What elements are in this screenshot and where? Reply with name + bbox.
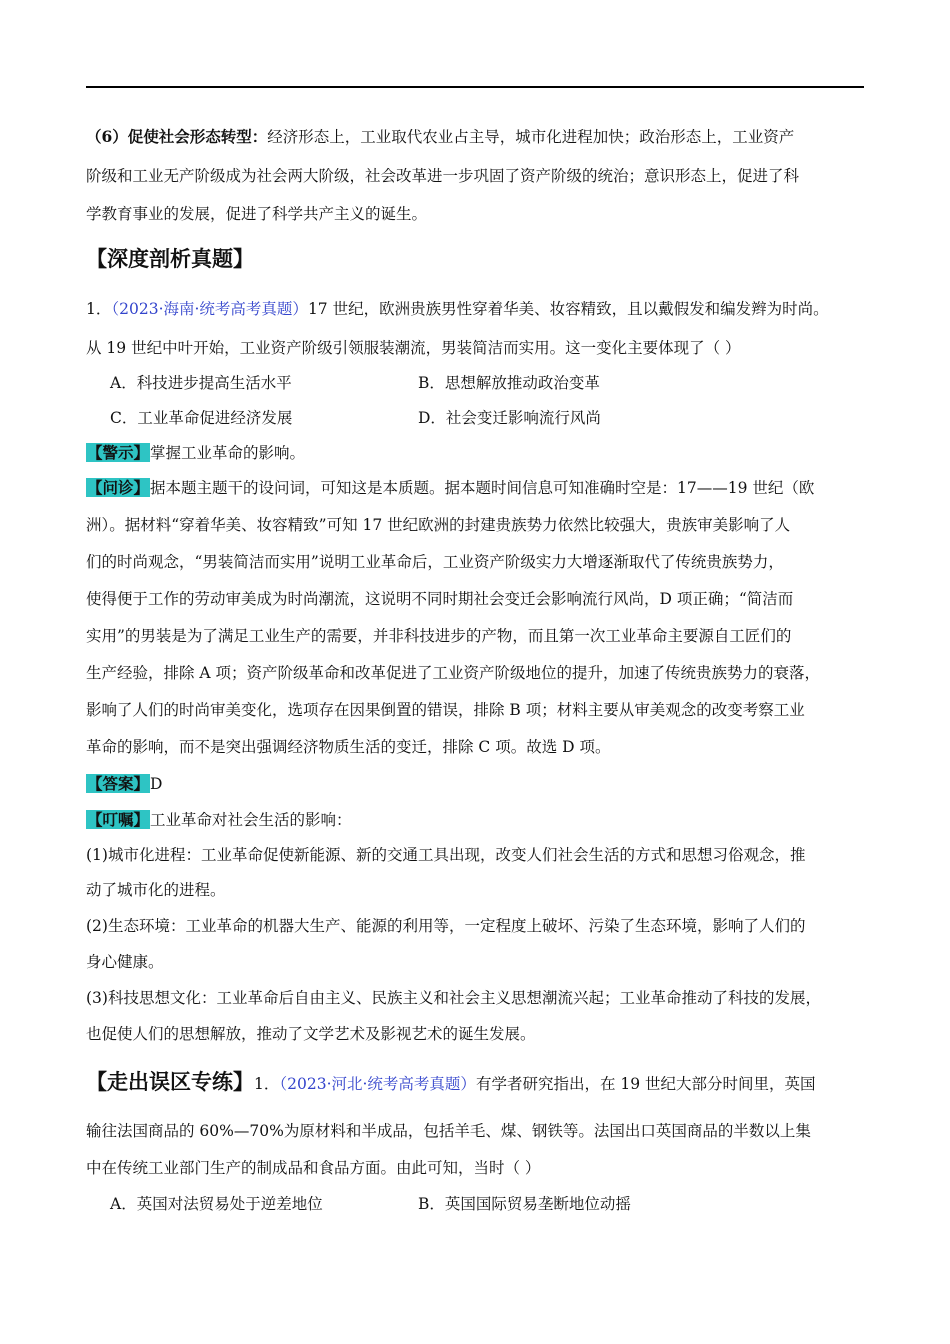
intro-line-3: 学教育事业的发展，促进了科学共产主义的诞生。	[86, 205, 428, 223]
option-a[interactable]: A．科技进步提高生活水平	[110, 374, 292, 392]
hint-tag: 【警示】	[87, 443, 150, 462]
remind-line: 【叮嘱】工业革命对社会生活的影响：	[87, 810, 352, 829]
question-1-line-1: 1．（2023·海南·统考高考真题）17 世纪，欧洲贵族男性穿着华美、妆容精致，且以戴假发和编发辫为时尚。	[86, 300, 829, 318]
section-heading-practice: 【走出误区专练】	[86, 1069, 254, 1094]
remind-item-2-cont: 身心健康。	[86, 953, 164, 971]
practice-question-source: （2023·河北·统考高考真题）	[279, 1075, 476, 1093]
option-b[interactable]: B．思想解放推动政治变革	[418, 374, 600, 392]
answer-value: D	[150, 775, 163, 793]
diagnosis-line-4: 使得便于工作的劳动审美成为时尚潮流，这说明不同时期社会变迁会影响流行风尚，D 项正确；“简洁而	[86, 590, 794, 608]
answer-line	[86, 774, 162, 794]
intro-line-2: 阶级和工业无产阶级成为社会两大阶级，社会改革进一步巩固了资产阶级的统治；意识形态上，促进了科	[86, 167, 800, 185]
remind-item-1: (1)城市化进程：工业革命促使新能源、新的交通工具出现，改变人们社会生活的方式和思想习俗观念，推	[86, 846, 806, 864]
diagnosis-line-2: 洲）。据材料“穿着华美、妆容精致”可知 17 世纪欧洲的封建贵族势力依然比较强大，贵族审美影响了人	[86, 516, 791, 534]
remind-item-3: (3)科技思想文化：工业革命后自由主义、民族主义和社会主义思想潮流兴起；工业革命推动了科技的发展，	[86, 989, 821, 1007]
practice-question-line-2: 输往法国商品的 60%—70%为原材料和半成品，包括羊毛、煤、钢铁等。法国出口英国商品的半数以上集	[86, 1122, 811, 1140]
diagnosis-line-3: 们的时尚观念，“男装简洁而实用”说明工业革命后，工业资产阶级实力大增逐渐取代了传统贵族势力，	[86, 553, 784, 571]
question-1-line-2: 从 19 世纪中叶开始，工业资产阶级引领服装潮流，男装简洁而实用。这一变化主要体现了（ ）	[86, 339, 741, 357]
diagnosis-line-5: 实用”的男装是为了满足工业生产的需要，并非科技进步的产物，而且第一次工业革命主要源自工匠们的	[86, 627, 792, 645]
section-heading-analysis: 【深度剖析真题】	[86, 246, 254, 271]
practice-option-b[interactable]: B．英国国际贸易垄断地位动摇	[418, 1195, 631, 1213]
remind-item-3-cont: 也促使人们的思想解放，推动了文学艺术及影视艺术的诞生发展。	[86, 1025, 536, 1043]
hint-line: 【警示】掌握工业革命的影响。	[87, 443, 306, 462]
diagnosis-line-1: 【问诊】据本题主题干的设问词，可知这是本质题。据本题时间信息可知准确时空是：17——19 世纪（欧	[87, 478, 815, 497]
intro-label: （6）促使社会形态转型：	[86, 127, 268, 146]
remind-tag: 【叮嘱】	[87, 810, 150, 829]
question-source: （2023·海南·统考高考真题）	[111, 300, 308, 318]
remind-item-1-cont: 动了城市化的进程。	[86, 881, 226, 899]
practice-question-line-1: 【走出误区专练】1．（2023·河北·统考高考真题）有学者研究指出，在 19 世纪大部分时间里，英国	[86, 1069, 816, 1094]
answer-tag: 【答案】	[87, 774, 150, 793]
diagnosis-line-8: 革命的影响，而不是突出强调经济物质生活的变迁，排除 C 项。故选 D 项。	[86, 738, 611, 756]
intro-line-1: （6）促使社会形态转型：经济形态上，工业取代农业占主导，城市化进程加快；政治形态上，工业资产	[86, 127, 795, 146]
diagnosis-tag: 【问诊】	[87, 478, 150, 497]
option-c[interactable]: C．工业革命促进经济发展	[110, 409, 293, 427]
diagnosis-line-6: 生产经验，排除 A 项；资产阶级革命和改革促进了工业资产阶级地位的提升，加速了传统贵族势力的衰落，	[86, 664, 821, 682]
remind-item-2: (2)生态环境：工业革命的机器大生产、能源的利用等，一定程度上破坏、污染了生态环境，影响了人们的	[86, 917, 806, 935]
practice-option-a[interactable]: A．英国对法贸易处于逆差地位	[110, 1195, 323, 1213]
header-rule	[86, 86, 864, 88]
practice-question-line-3: 中在传统工业部门生产的制成品和食品方面。由此可知，当时（ ）	[86, 1159, 541, 1177]
diagnosis-line-7: 影响了人们的时尚审美变化，选项存在因果倒置的错误，排除 B 项；材料主要从审美观念的改变考察工业	[86, 701, 805, 719]
option-d[interactable]: D．社会变迁影响流行风尚	[418, 409, 601, 427]
